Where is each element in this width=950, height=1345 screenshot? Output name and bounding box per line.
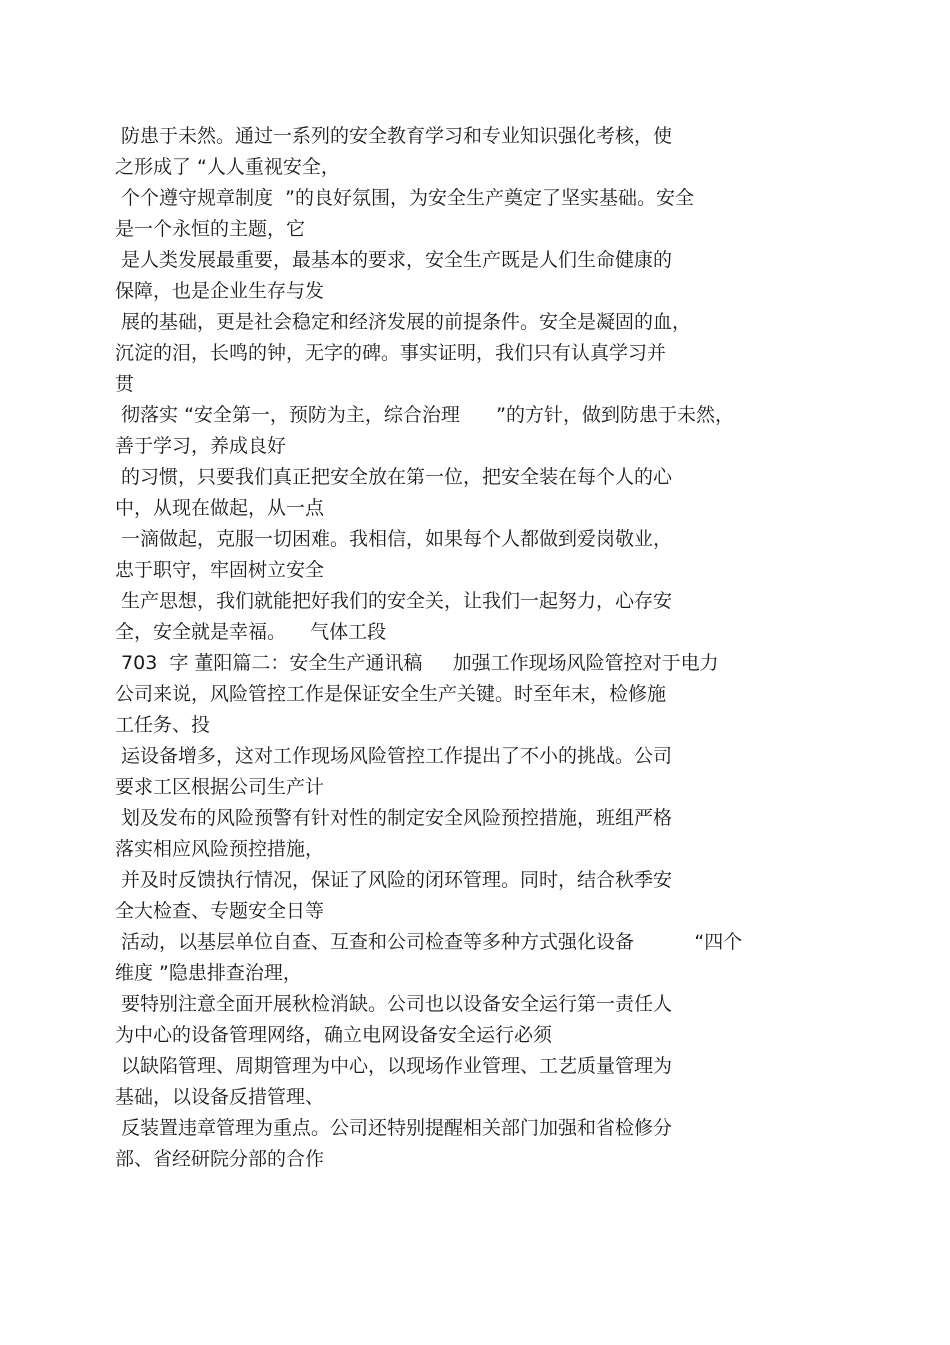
text-line: 彻落实 “安全第一，预防为主，综合治理 ”的方针，做到防患于未然， <box>115 404 735 426</box>
text-line: 划及发布的风险预警有针对性的制定安全风险预控措施，班组严格 <box>115 807 673 829</box>
text-line: 工任务、投 <box>115 714 211 736</box>
text-line: 中，从现在做起，从一点 <box>115 497 325 519</box>
text-line: 要特别注意全面开展秋检消缺。公司也以设备安全运行第一责任人 <box>115 993 673 1015</box>
text-line: 展的基础，更是社会稳定和经济发展的前提条件。安全是凝固的血， <box>115 311 692 333</box>
text-line: 部、省经研院分部的合作 <box>115 1148 325 1170</box>
text-line: 反装置违章管理为重点。公司还特别提醒相关部门加强和省检修分 <box>115 1117 673 1139</box>
text-line: 是一个永恒的主题，它 <box>115 218 306 240</box>
text-line: 维度 ”隐患排查治理， <box>115 962 302 984</box>
text-line: 沉淀的泪，长鸣的钟，无字的碑。事实证明，我们只有认真学习并 <box>115 342 667 364</box>
text-line: 落实相应风险预控措施， <box>115 838 325 860</box>
text-line: 忠于职守，牢固树立安全 <box>115 559 325 581</box>
text-line: 全，安全就是幸福。 气体工段 <box>115 621 387 643</box>
text-line: 善于学习，养成良好 <box>115 435 287 457</box>
text-line: 贯 <box>115 373 135 395</box>
text-line: 生产思想，我们就能把好我们的安全关，让我们一起努力，心存安 <box>115 590 673 612</box>
text-line: 以缺陷管理、周期管理为中心，以现场作业管理、工艺质量管理为 <box>115 1055 673 1077</box>
text-line: 全大检查、专题安全日等 <box>115 900 325 922</box>
text-line: 一滴做起，克服一切困难。我相信，如果每个人都做到爱岗敬业， <box>115 528 673 550</box>
text-line: 为中心的设备管理网络，确立电网设备安全运行必须 <box>115 1024 553 1046</box>
text-line: 是人类发展最重要，最基本的要求，安全生产既是人们生命健康的 <box>115 249 673 271</box>
text-line: 活动，以基层单位自查、互查和公司检查等多种方式强化设备 “四个 <box>115 931 743 953</box>
text-line: 防患于未然。通过一系列的安全教育学习和专业知识强化考核，使 <box>115 125 673 147</box>
text-line: 的习惯，只要我们真正把安全放在第一位，把安全装在每个人的心 <box>115 466 673 488</box>
document-body <box>115 121 835 1175</box>
text-line: 要求工区根据公司生产计 <box>115 776 325 798</box>
text-line: 之形成了 “人人重视安全， <box>115 156 340 178</box>
text-line: 并及时反馈执行情况，保证了风险的闭环管理。同时，结合秋季安 <box>115 869 673 891</box>
text-line: 703 字 董阳篇二：安全生产通讯稿 加强工作现场风险管控对于电力 <box>115 652 719 674</box>
text-line: 保障，也是企业生存与发 <box>115 280 325 302</box>
text-line: 基础，以设备反措管理、 <box>115 1086 325 1108</box>
text-line: 个个遵守规章制度 ”的良好氛围，为安全生产奠定了坚实基础。安全 <box>115 187 694 209</box>
text-line: 公司来说，风险管控工作是保证安全生产关键。时至年末，检修施 <box>115 683 667 705</box>
text-line: 运设备增多，这对工作现场风险管控工作提出了不小的挑战。公司 <box>115 745 673 767</box>
